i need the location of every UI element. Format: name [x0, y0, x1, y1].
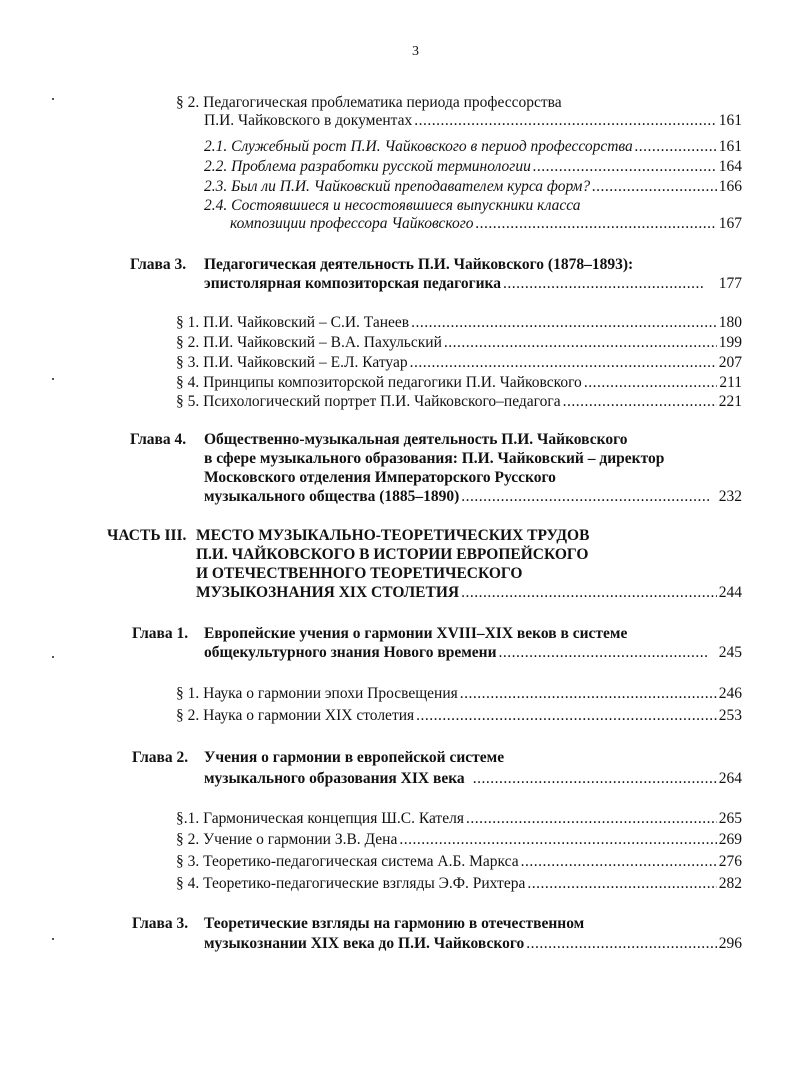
- toc-entry-text: § 2. Наука о гармонии XIX столетия: [176, 707, 415, 724]
- toc-entry-page: 177: [718, 275, 742, 292]
- toc-entry: [176, 852, 742, 872]
- toc-entry: [176, 313, 742, 333]
- toc-entry: [204, 177, 742, 197]
- toc-entry-text: П.И. Чайковского в документах: [204, 112, 413, 129]
- toc-section-title: § 2. Педагогическая проблематика периода профессорства: [176, 94, 562, 111]
- part-title: МЕСТО МУЗЫКАЛЬНО-ТЕОРЕТИЧЕСКИХ ТРУДОВ: [196, 527, 590, 544]
- toc-entry-text: музыкального образования XIX века: [204, 770, 465, 787]
- part-title: П.И. ЧАЙКОВСКОГО В ИСТОРИИ ЕВРОПЕЙСКОГО: [196, 546, 589, 563]
- part-title: И ОТЕЧЕСТВЕННОГО ТЕОРЕТИЧЕСКОГО: [196, 565, 523, 582]
- toc-entry-page: 282: [718, 875, 742, 892]
- toc-entry: [176, 333, 742, 353]
- toc-entry-text: § 4. Принципы композиторской педагогики П.И. Чайковского: [176, 374, 582, 391]
- toc-entry-text: эпистолярная композиторская педагогика: [204, 275, 501, 292]
- toc-entry: [230, 214, 742, 234]
- toc-entry-page: 221: [718, 393, 742, 410]
- chapter-title: Педагогическая деятельность П.И. Чайковского (1878–1893):: [204, 256, 634, 273]
- toc-entry: [204, 137, 742, 157]
- toc-entry: [204, 643, 742, 663]
- chapter-title: Общественно-музыкальная деятельность П.И. Чайковского: [204, 431, 628, 448]
- toc-entry: [204, 157, 742, 177]
- chapter-title: Московского отделения Императорского Русского: [204, 469, 556, 486]
- scan-mark: [52, 656, 54, 658]
- toc-entry: [176, 353, 742, 373]
- toc-entry-page: 265: [718, 810, 742, 827]
- chapter-label: Глава 2.: [132, 749, 189, 766]
- chapter-label: Глава 3.: [132, 915, 189, 932]
- toc-entry-text: § 5. Психологический портрет П.И. Чайковского–педагога: [176, 393, 561, 410]
- toc-entry-text: 2.4. Состоявшиеся и несостоявшиеся выпускники класса: [204, 197, 581, 214]
- toc-entry-text: 2.2. Проблема разработки русской терминологии: [204, 158, 531, 175]
- toc-entry-page: 161: [718, 112, 742, 129]
- toc-entry-text: композиции профессора Чайковского: [230, 215, 474, 232]
- chapter-title: Учения о гармонии в европейской системе: [204, 749, 505, 766]
- toc-entry-page: 167: [718, 215, 742, 232]
- toc-entry-page: 296: [718, 935, 742, 952]
- toc-entry-page: 232: [718, 488, 742, 505]
- toc-entry: [176, 830, 742, 850]
- toc-entry: [176, 684, 742, 704]
- toc-entry-text: музыкознании XIX века до П.И. Чайковского: [204, 935, 525, 952]
- toc-entry-page: 161: [718, 138, 742, 155]
- toc-entry-page: 276: [718, 853, 742, 870]
- toc-entry: [204, 487, 742, 507]
- toc-entry-page: 164: [718, 158, 742, 175]
- toc-entry: [204, 934, 742, 954]
- toc-entry-page: 244: [718, 584, 742, 601]
- toc-entry: [176, 809, 742, 829]
- toc-entry-text: § 2. Учение о гармонии З.В. Дена: [176, 831, 398, 848]
- toc-entry-text: § 2. П.И. Чайковский – В.А. Пахульский: [176, 334, 442, 351]
- toc-entry-text: § 1. Наука о гармонии эпохи Просвещения: [176, 685, 458, 702]
- toc-entry: [176, 373, 742, 393]
- toc-entry: [176, 706, 742, 726]
- chapter-label: Глава 4.: [130, 431, 187, 448]
- toc-entry-page: 245: [718, 644, 742, 661]
- toc-entry: [204, 274, 742, 294]
- toc-entry-text: § 3. Теоретико-педагогическая система А.Б. Маркса: [176, 853, 519, 870]
- toc-entry-page: 199: [718, 334, 742, 351]
- page-number: 3: [412, 44, 419, 59]
- toc-entry: [196, 583, 742, 603]
- toc-entry-text: 2.1. Служебный рост П.И. Чайковского в период профессорства: [204, 138, 633, 155]
- toc-entry-page: 211: [719, 374, 742, 391]
- scan-mark: [52, 378, 54, 380]
- toc-entry-text: общекультурного знания Нового времени: [204, 644, 497, 661]
- toc-entry-page: 246: [718, 685, 742, 702]
- toc-entry-text: музыкального общества (1885–1890): [204, 488, 460, 505]
- toc-entry-page: 253: [718, 707, 742, 724]
- scan-mark: [52, 938, 54, 940]
- toc-entry-text: МУЗЫКОЗНАНИЯ XIX СТОЛЕТИЯ: [196, 584, 460, 601]
- toc-entry: [176, 392, 742, 412]
- chapter-label: Глава 1.: [132, 625, 189, 642]
- scan-mark: [52, 98, 54, 100]
- toc-entry-text: § 3. П.И. Чайковский – Е.Л. Катуар: [176, 354, 408, 371]
- toc-entry-page: 264: [718, 770, 742, 787]
- toc-entry-page: 207: [718, 354, 742, 371]
- toc-entry-text: § 1. П.И. Чайковский – С.И. Танеев: [176, 314, 410, 331]
- part-label: ЧАСТЬ III.: [107, 527, 187, 544]
- toc-entry-page: 269: [718, 831, 742, 848]
- toc-entry-text: §.1. Гармоническая концепция Ш.С. Кателя: [176, 810, 464, 827]
- toc-entry-text: 2.3. Был ли П.И. Чайковский преподавателем курса форм?: [204, 178, 591, 195]
- toc-entry: [204, 111, 742, 131]
- chapter-title: Европейские учения о гармонии XVIII–XIX веков в системе: [204, 625, 628, 642]
- chapter-title: Теоретические взгляды на гармонию в отечественном: [204, 915, 585, 932]
- toc-entry-page: 166: [718, 178, 742, 195]
- toc-entry: [204, 769, 742, 789]
- toc-entry: [176, 874, 742, 894]
- toc-entry-text: § 4. Теоретико-педагогические взгляды Э.Ф. Рихтера: [176, 875, 526, 892]
- chapter-label: Глава 3.: [130, 256, 187, 273]
- chapter-title: в сфере музыкального образования: П.И. Чайковский – директор: [204, 450, 665, 467]
- toc-entry-page: 180: [718, 314, 742, 331]
